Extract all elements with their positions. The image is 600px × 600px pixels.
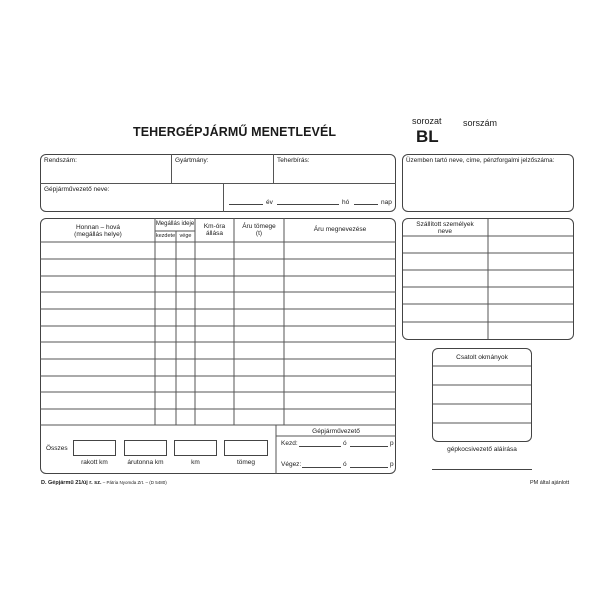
arutonna-km-label: árutonna km [127,459,164,466]
col-stop-end-header: vége [179,233,192,239]
passengers-title-sub: neve [437,228,453,236]
driver-times-title: Gépjárművezető [312,428,360,435]
start-minute-line[interactable] [350,446,388,447]
arutonna-km-box[interactable] [124,440,167,456]
operator-label: Üzemben tartó neve, címe, pénzforgalmi jelzőszáma: [406,157,555,164]
end-hour-line[interactable] [302,467,341,468]
footer-form-code [41,480,167,486]
sorszam-label: sorszám [463,118,498,128]
start-minute-unit: p [390,440,394,447]
col-km-sublabel: állása [206,230,223,238]
end-hour-unit: ó [343,461,347,468]
signature-label: gépkocsivezető aláírása [447,446,517,453]
totals-label: Összes [46,445,68,452]
printer-info: – Pátria Nyomda Zrt. – (D 5480) [101,480,167,485]
col-stop-time-header: Megállás ideje [155,221,195,227]
col-goods-header: Áru megnevezése [313,226,367,233]
day-label: nap [381,199,392,206]
series-code: BL [416,127,439,146]
end-minute-line[interactable] [350,467,388,468]
form-code: D. Gépjármű 21/új r. sz. [41,480,102,486]
passengers-table [402,218,574,340]
sorozat-label: sorozat [412,116,442,126]
signature-line[interactable] [432,469,532,470]
end-minute-unit: p [390,461,394,468]
end-time-label: Végez: [281,461,302,468]
tomeg-box[interactable] [224,440,268,456]
km-box[interactable] [174,440,217,456]
col-from-to-label: Honnan – hová [75,224,121,231]
rakott-km-box[interactable] [73,440,116,456]
col-weight-label: Áru tömege [242,223,276,230]
start-time-label: Kezd: [281,440,298,447]
passengers-title: Szállított személyek [416,221,474,228]
start-hour-unit: ó [343,440,347,447]
passengers-header [402,221,488,236]
documents-title: Csatolt okmányok [456,354,508,361]
rakott-km-label: rakott km [81,459,108,466]
rendszam-field[interactable]: Rendszám: [44,157,77,164]
col-weight-sublabel: (t) [255,230,263,238]
km-label: km [191,459,200,466]
driver-name-field[interactable]: Gépjárművezető neve: [44,186,110,193]
month-label: hó [342,199,350,206]
documents-table [432,348,532,442]
footer-recommended: PM által ajánlott [530,480,570,486]
year-label: év [266,199,273,206]
col-km-label: Km-óra [203,223,226,230]
page-title: TEHERGÉPJÁRMŰ MENETLEVÉL [133,125,337,139]
gyartmany-field[interactable]: Gyártmány: [175,157,209,164]
tomeg-label: tömeg [236,459,256,466]
start-hour-line[interactable] [299,446,341,447]
col-from-to-sublabel: (megállás helye) [74,231,122,239]
col-stop-start-header: kezdete [155,233,176,239]
teherbiras-field[interactable]: Teherbírás: [277,157,310,164]
